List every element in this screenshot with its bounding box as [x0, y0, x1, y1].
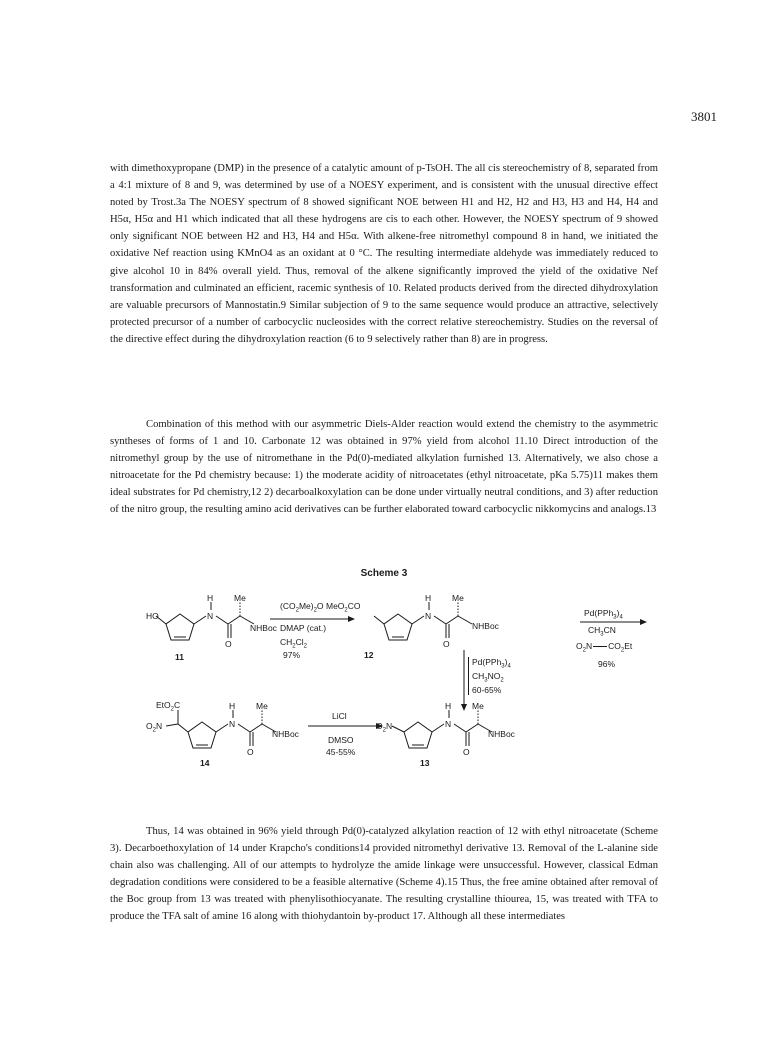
- step3-yield: 60-65%: [472, 685, 502, 695]
- step2-nucleophile: $O_2N$ $CO_2Et$: [576, 641, 633, 654]
- nitro-label: $O_2N$: [146, 721, 163, 734]
- step2-solvent: $CH_3CN$: [588, 625, 616, 638]
- step4-solvent: DMSO: [328, 735, 354, 745]
- paragraph-3-text: Thus, 14 was obtained in 96% yield through Pd(0)-catalyzed alkylation reaction of 12 with ethyl nitroacetate (Scheme 3). Decarboethoxylation of 14 under Krapcho's conditions14 provided nitromethyl derivative 13. Removal of the L-alanine side chain also was challenging. All of our attempts to hydrolyze the amide linkage were unsuccessful. However, classical Edman degradation conditions were considered to be a feasible alternative (Scheme 4).15 Thus, the free amine obtained after removal of the Boc group from 13 was treated with phenylisothiocyanate. The resulting crystalline thiourea, 15, was treated with TFA to produce the TFA salt of amine 16 along with thiohydantoin by-product 17. Although all these intermediates: [110, 826, 658, 923]
- amide-nitrogen-label: N: [445, 719, 452, 729]
- amide-nitrogen-label: N: [229, 719, 236, 729]
- carbonyl-oxygen-label: O: [247, 747, 254, 757]
- amide-hydrogen-label: H: [425, 593, 432, 603]
- methyl-label: Me: [452, 593, 464, 603]
- ester-label: EtO$_2$C: [156, 700, 181, 713]
- paragraph-1-text: with dimethoxypropane (DMP) in the presence of a catalytic amount of p-TsOH. The all cis stereochemistry of 8, separated from a 4:1 mixture of 8 and 9, was determined by use of a NOESY experiment, and is consistent with the unusual directive effect noted by Trost.3a The NOESY spectrum of 8 showed significant NOE between H1 and H2, H2 and H3, H3 and H4, H4 and H5α, H5α and H1 which indicated that all these hydrogens are cis to each other. However, the NOESY spectrum of 9 showed only significant NOE between H2 and H3, H4 and H5α. With alkene-free nitromethyl compound 8 in hand, we initiated the oxidative Nef reaction using KMnO4 as an oxidant at 0 °C. The resulting intermediate aldehyde was immediately reduced to give alcohol 10 in 84% overall yield. Thus, removal of the alkene significantly improved the yield of the oxidative Nef transformation and culminated an efficient, racemic synthesis of 10. Related products derived from the directed dihydroxylation are valuable precursors of Mannostatin.9 Similar subjection of 9 to the same sequence would produce an attractive, selectively protected precursor of a number of carbocyclic nucleosides with the correct relative stereochemistry. Studies on the reversal of the directive effect during the dihydroxylation reaction (6 to 9 selectively rather than 8) are in progress.: [110, 163, 658, 345]
- step3-nucleophile: $CH_3NO_2$: [472, 671, 504, 684]
- carbonate-label: MeO$_2$CO: [326, 601, 361, 614]
- structure-14: [166, 710, 276, 748]
- step1-reagent-2: DMAP (cat.): [280, 623, 327, 633]
- paragraph-2: [110, 416, 658, 519]
- nitro-label: $O_2N$: [376, 721, 393, 734]
- step3-conditions: [468, 657, 511, 695]
- nhboc-label: NHBoc: [272, 729, 299, 739]
- step3-reagent: $Pd(PPh_3)_4$: [472, 657, 511, 670]
- paragraph-3: [110, 823, 658, 926]
- compound-label-14: 14: [200, 758, 210, 768]
- carbonyl-oxygen-label: O: [443, 639, 450, 649]
- compound-label-12: 12: [364, 650, 374, 660]
- step1-solvent: $CH_2Cl_2$: [280, 637, 307, 650]
- compound-label-11: 11: [175, 652, 184, 662]
- carbonyl-oxygen-label: O: [463, 747, 470, 757]
- scheme-title: Scheme 3: [360, 568, 408, 579]
- methyl-label: Me: [472, 701, 484, 711]
- nhboc-label: NHBoc: [472, 621, 499, 631]
- amide-hydrogen-label: H: [445, 701, 452, 711]
- carbonyl-oxygen-label: O: [225, 639, 232, 649]
- nhboc-label: NHBoc: [250, 623, 277, 633]
- amide-nitrogen-label: N: [425, 611, 432, 621]
- methyl-label: Me: [234, 593, 246, 603]
- nhboc-label: NHBoc: [488, 729, 515, 739]
- step4-reagent: LiCl: [332, 711, 347, 721]
- step4-yield: 45-55%: [326, 747, 356, 757]
- paragraph-1: [110, 160, 658, 348]
- step2-yield: 96%: [598, 659, 616, 669]
- compound-label-13: 13: [420, 758, 430, 768]
- structure-12: [374, 602, 472, 640]
- amide-hydrogen-label: H: [229, 701, 236, 711]
- step1-reagent-1: $(CO_2Me)_2O$: [280, 601, 324, 614]
- amide-nitrogen-label: N: [207, 611, 214, 621]
- methyl-label: Me: [256, 701, 268, 711]
- hydroxy-label: HO: [146, 611, 159, 621]
- paragraph-2-text: Combination of this method with our asymmetric Diels-Alder reaction would extend the chemistry to the asymmetric syntheses of forms of 1 and 10. Carbonate 12 was obtained in 97% yield from alcohol 11.10 Direct introduction of the nitromethyl group by the use of nitromethane in the Pd(0)-mediated alkylation furnished 13. Alternatively, we also chose a nitroacetate for the Pd chemistry because: 1) the moderate acidity of nitroacetates (ethyl nitroacetate, pKa 5.75)11 makes them ideal substrates for Pd chemistry,12 2) decarboalkoxylation can be done under virtually neutral conditions, and 3) after reduction of the nitro group, the resulting amino acid derivatives can be further elaborated toward carbocyclic nikkomycins and analogs.13: [110, 419, 658, 516]
- reaction-scheme: [120, 580, 680, 825]
- page-number: 3801: [691, 109, 717, 124]
- structure-13: [392, 710, 492, 748]
- step1-yield: 97%: [283, 650, 301, 660]
- step2-reagent: $Pd(PPh_3)_4$: [584, 608, 623, 621]
- structure-11: [156, 602, 254, 640]
- amide-hydrogen-label: H: [207, 593, 214, 603]
